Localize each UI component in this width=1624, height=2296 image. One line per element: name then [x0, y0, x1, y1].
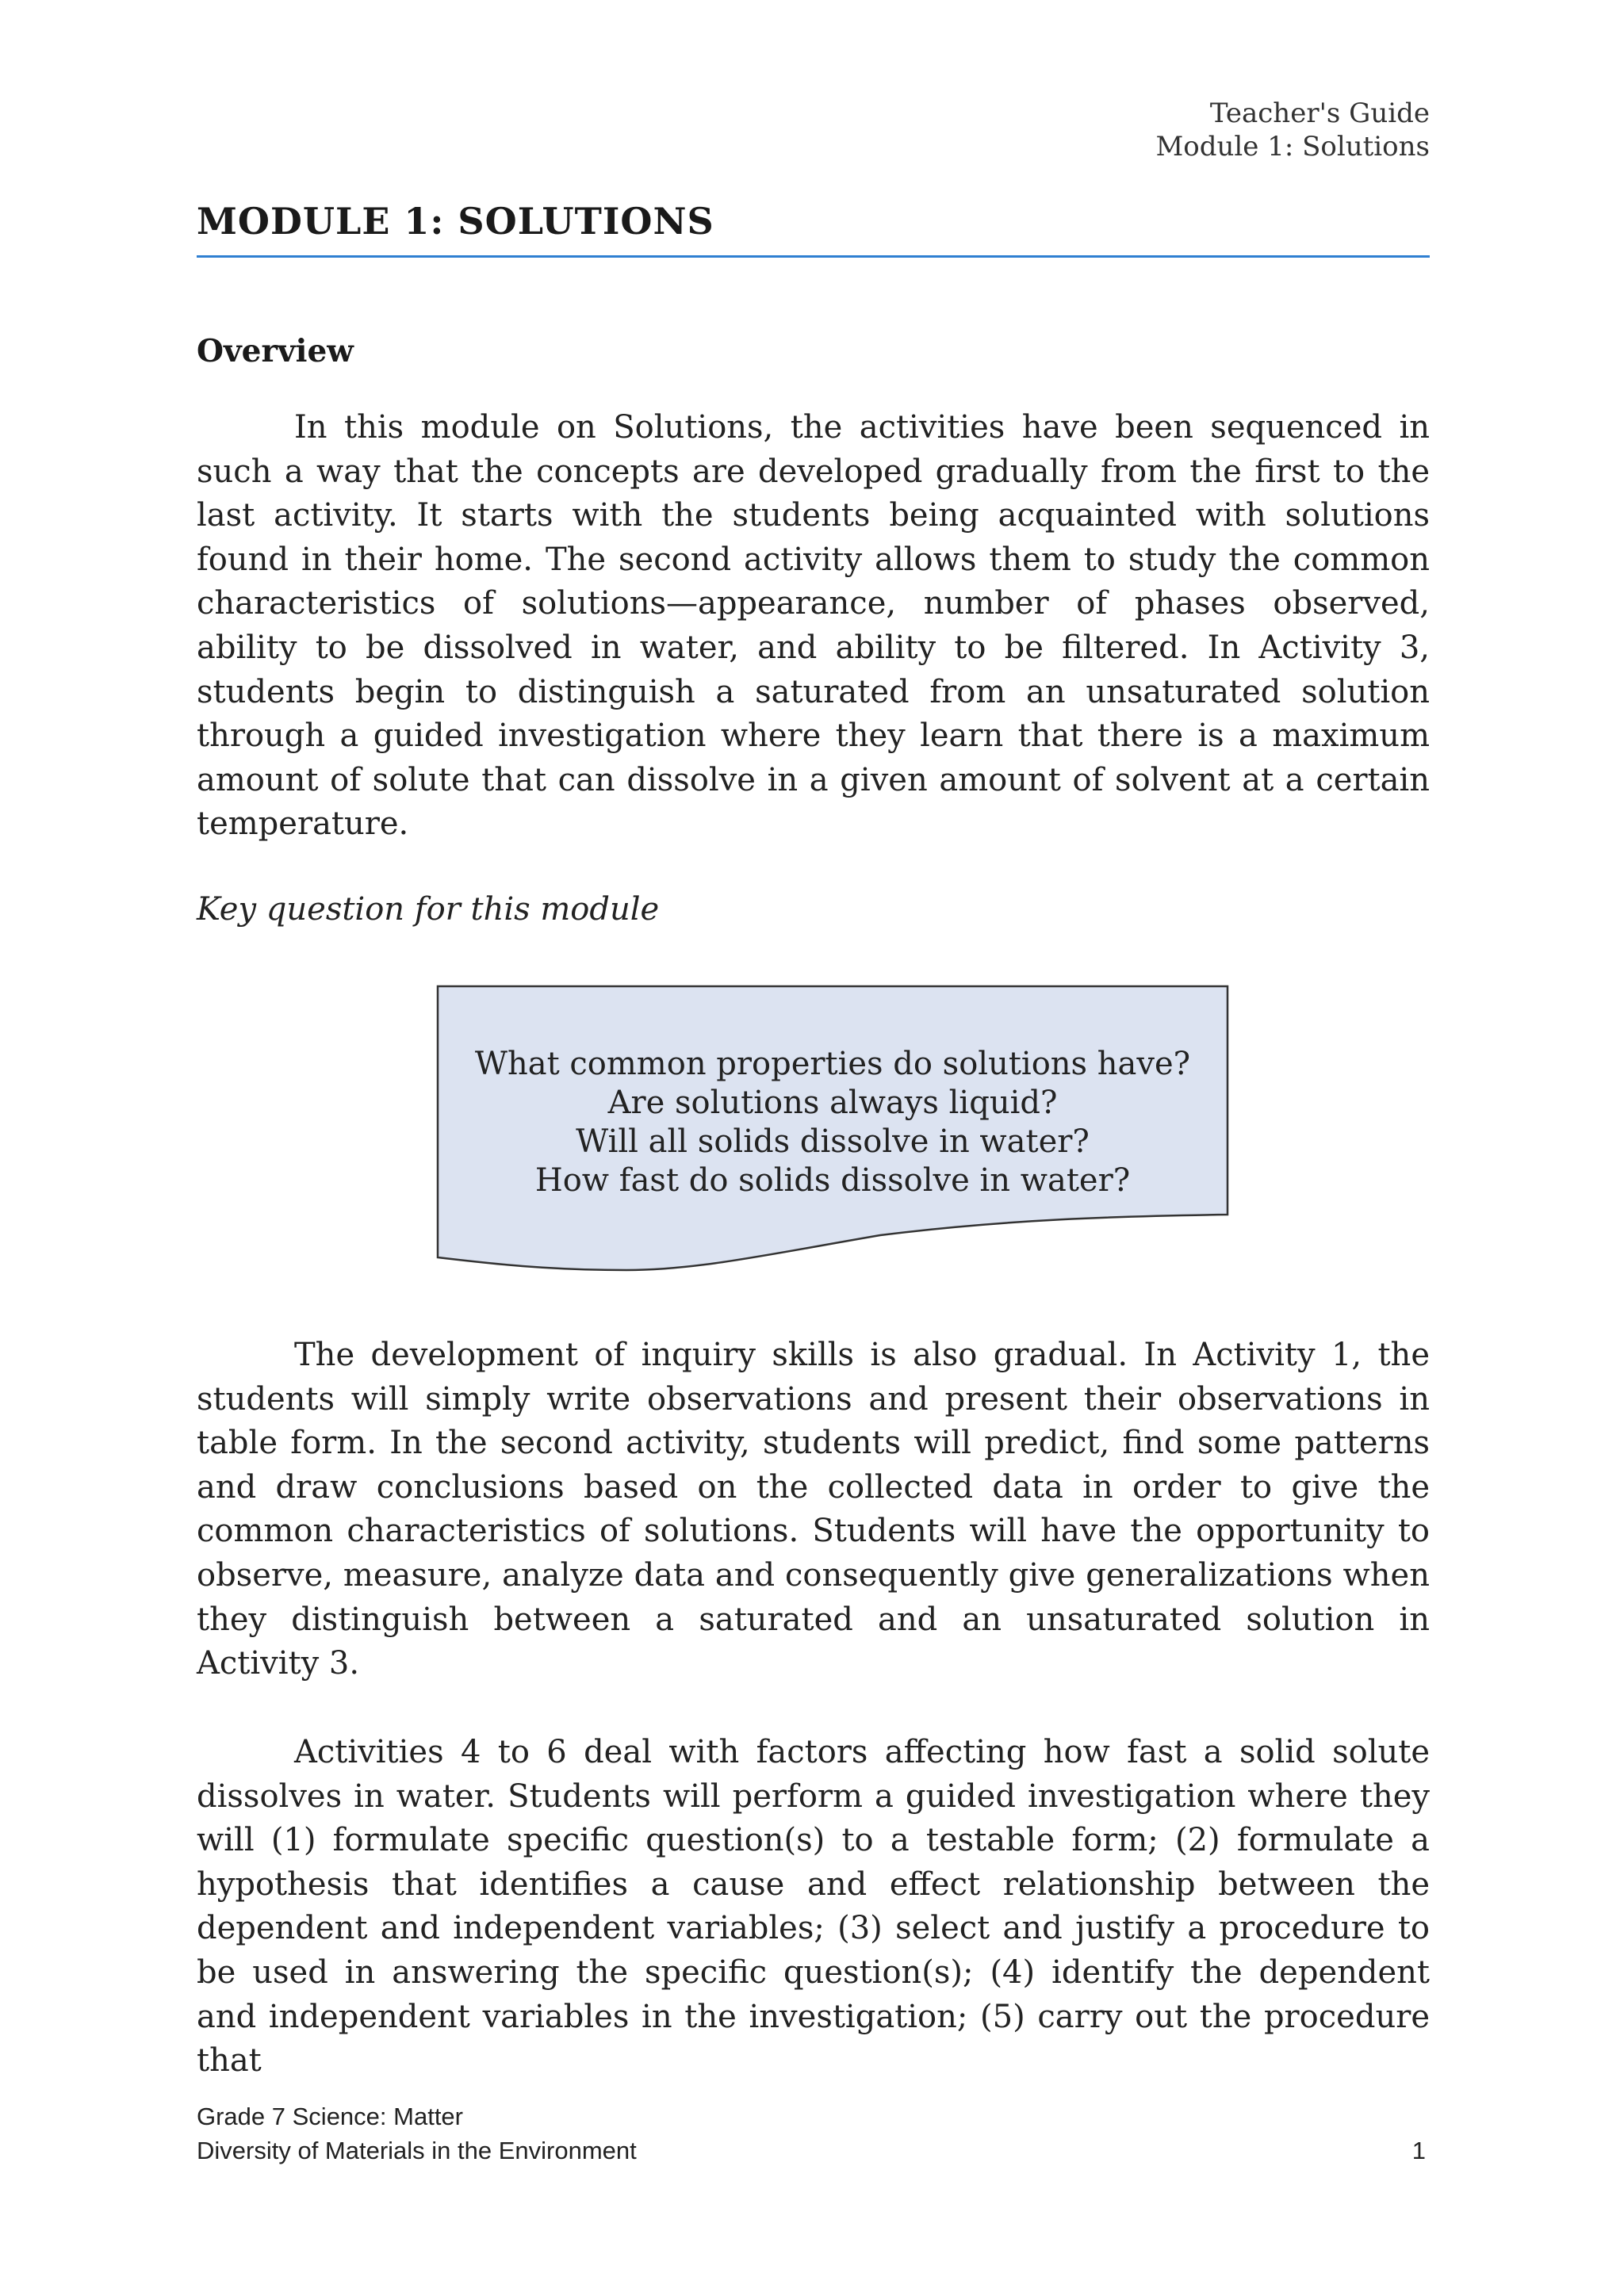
footer-unit-label: Diversity of Materials in the Environment	[197, 2137, 637, 2164]
inquiry-skills-paragraph: The development of inquiry skills is also gradual. In Activity 1, the students will simply write observations and present their observations in table form. In the second activity, students will predict, find some patterns and draw conclusions based on the collected data in order to give the common characteristics of solutions. Students will have the opportunity to observe, measure, analyze data and consequently give generalizations when they distinguish between a saturated and an unsaturated solution in Activity 3.	[197, 1337, 1430, 1682]
key-question-item: Will all solids dissolve in water?	[576, 1123, 1090, 1160]
key-question-item: Are solutions always liquid?	[607, 1085, 1058, 1121]
footer-course-label: Grade 7 Science: Matter	[197, 2103, 463, 2130]
title-rule	[197, 255, 1430, 258]
key-question-item: How fast do solids dissolve in water?	[534, 1162, 1131, 1199]
key-question-item: What common properties do solutions have?	[474, 1046, 1191, 1082]
key-question-label: Key question for this module	[197, 891, 660, 928]
page-number: 1	[1411, 2137, 1426, 2164]
key-question-list	[436, 1045, 1229, 1200]
header-guide-label: Teacher's Guide	[1209, 98, 1430, 129]
page-footer	[197, 2099, 637, 2168]
overview-heading: Overview	[197, 333, 354, 369]
module-title: MODULE 1: SOLUTIONS	[197, 200, 714, 243]
header-module-label: Module 1: Solutions	[1155, 131, 1430, 163]
running-header	[1155, 97, 1430, 163]
key-question-callout	[436, 985, 1229, 1274]
activities-paragraph: Activities 4 to 6 deal with factors affecting how fast a solid solute dissolves in water. Students will perform a guided investigation where they will (1) formulate specific question(s) to a testable form; (2) formulate a hypothesis that identifies a cause and effect relationship between the dependent and independent variables; (3) select and justify a procedure to be used in answering the specific question(s); (4) identify the dependent and independent variables in the investigation; (5) carry out the procedure that	[197, 1734, 1430, 2080]
overview-paragraph: In this module on Solutions, the activities have been sequenced in such a way that the concepts are developed gradually from the first to the last activity. It starts with the students being acquainted with solutions found in their home. The second activity allows them to study the common characteristics of solutions—appearance, number of phases observed, ability to be dissolved in water, and ability to be filtered. In Activity 3, students begin to distinguish a saturated from an unsaturated solution through a guided investigation where they learn that there is a maximum amount of solute that can dissolve in a given amount of solvent at a certain temperature.	[197, 409, 1430, 843]
